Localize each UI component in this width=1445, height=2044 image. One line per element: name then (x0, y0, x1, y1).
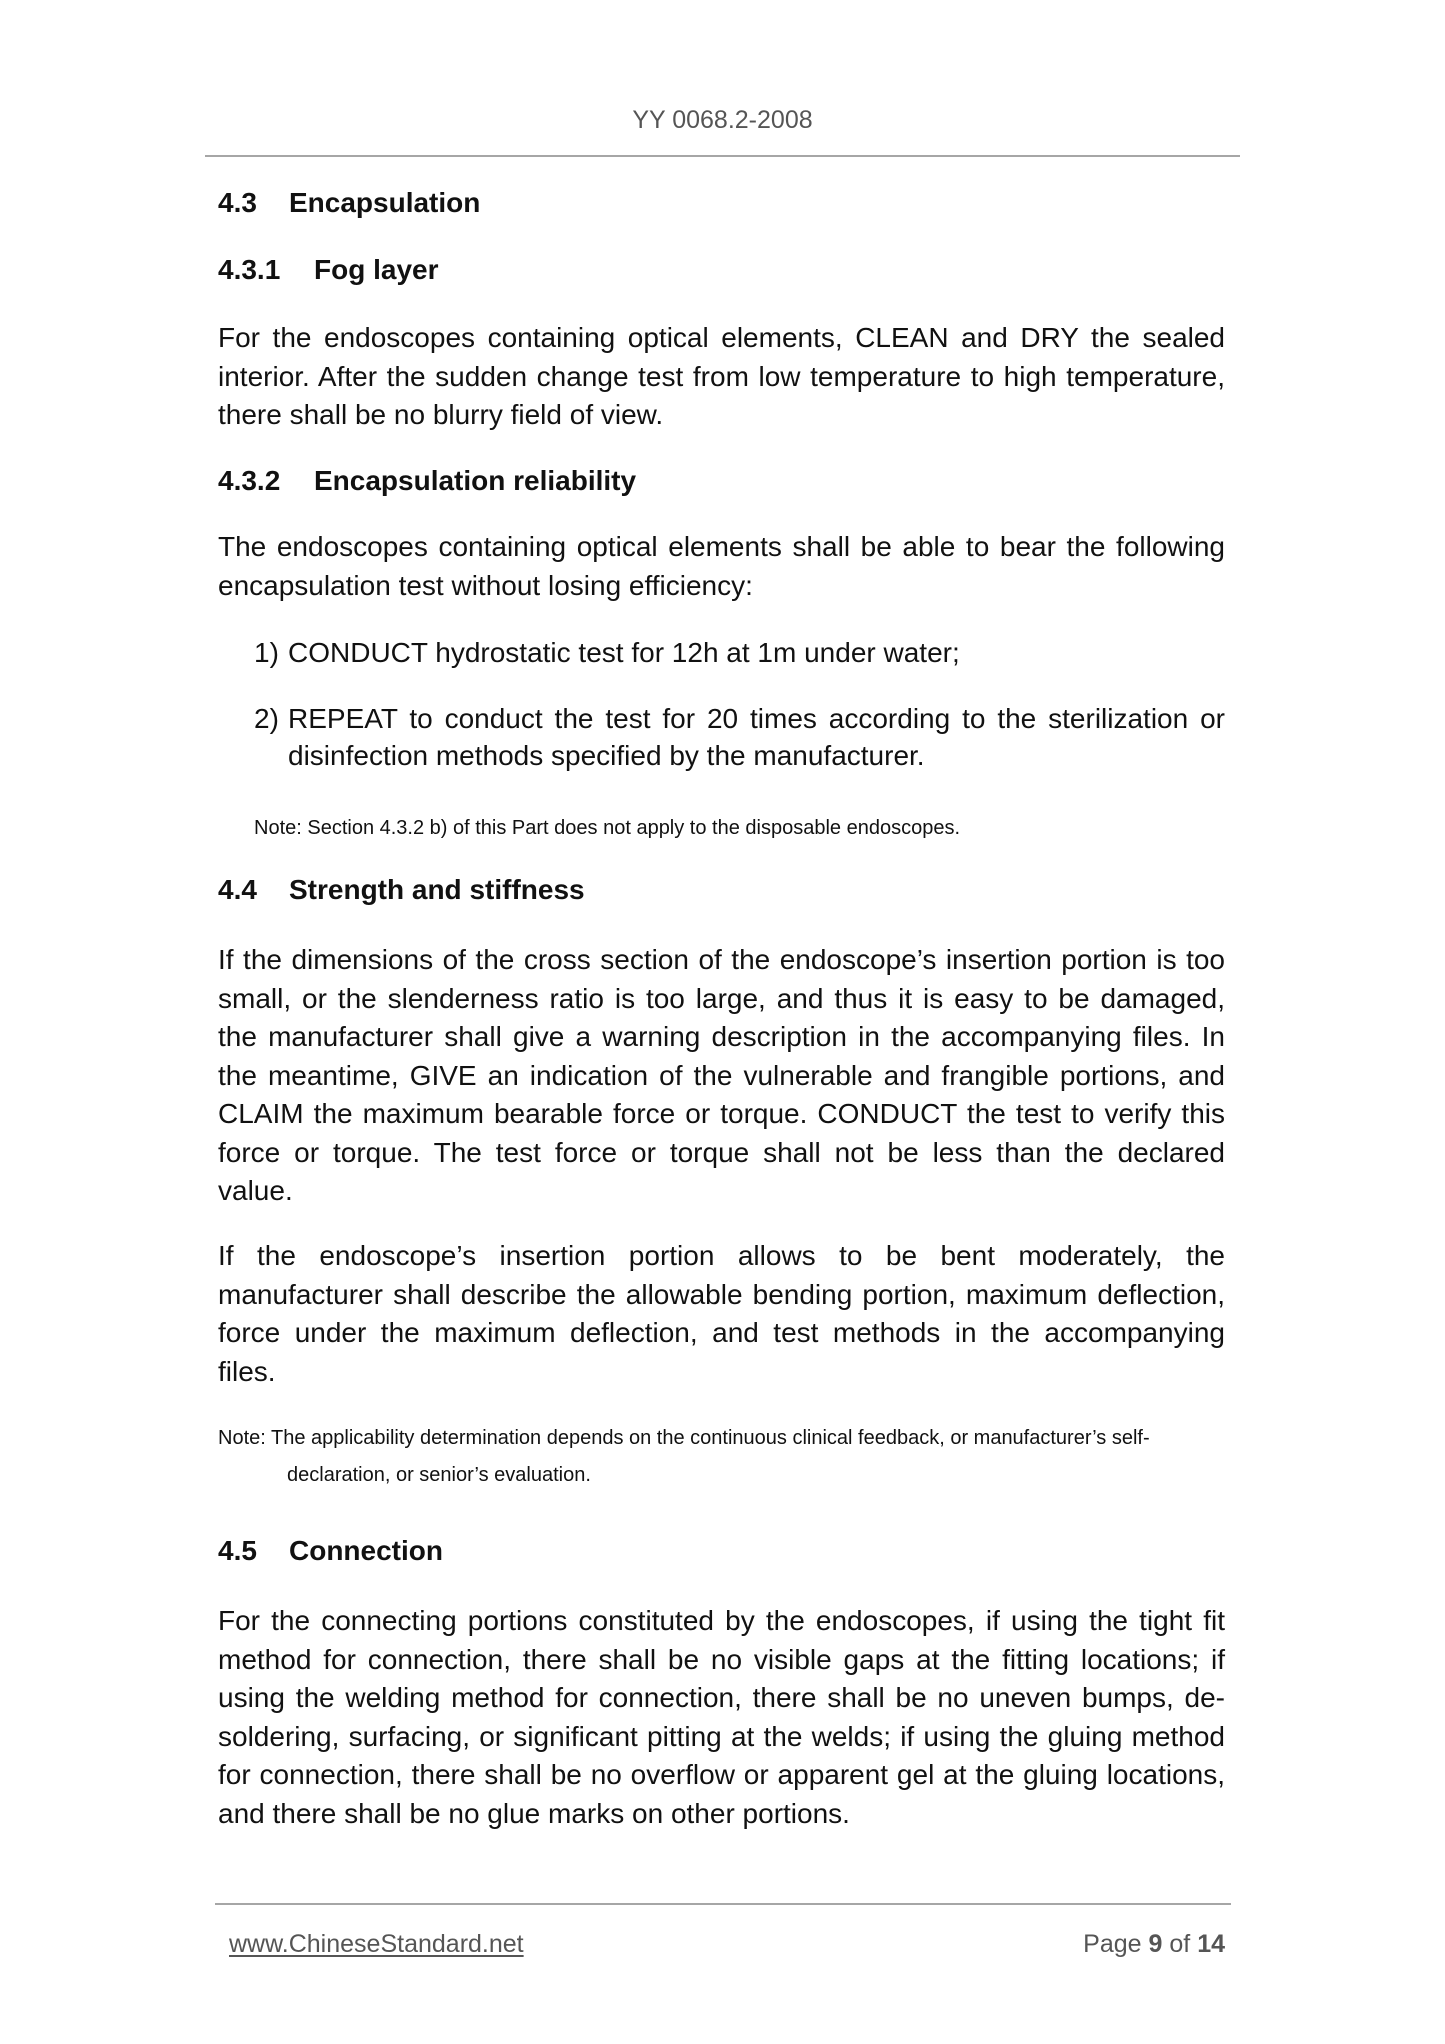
section-heading-4-4 (218, 871, 1225, 910)
text-line: the manufacturer shall give a warning description in the accompanying files. In (218, 1021, 1225, 1052)
text-line: CLAIM the maximum bearable force or torque. CONDUCT the test to verify this (218, 1098, 1225, 1129)
page-current: 9 (1148, 1930, 1163, 1958)
note-section-4-3-2: Note: Section 4.3.2 b) of this Part does not apply to the disposable endoscopes. (254, 817, 961, 839)
list-item-line: REPEAT to conduct the test for 20 times according to the sterilization or (288, 703, 1225, 734)
section-heading-4-3-2 (218, 462, 1225, 501)
text-line: For the endoscopes containing optical elements, CLEAN and DRY the sealed (218, 322, 1225, 353)
list-marker: 1) (254, 637, 279, 668)
paragraph-encapsulation-reliability (218, 528, 1225, 605)
text-line: value. (218, 1175, 293, 1206)
list-item-line: disinfection methods specified by the manufacturer. (288, 740, 925, 771)
list-marker: 2) (254, 703, 279, 734)
text-line: there shall be no blurry field of view. (218, 399, 664, 430)
website-link[interactable]: www.ChineseStandard.net (229, 1930, 524, 1958)
section-heading-4-5 (218, 1532, 1225, 1571)
page-indicator (1083, 1930, 1225, 1958)
paragraph-connection (218, 1602, 1225, 1833)
page-prefix: Page (1083, 1930, 1142, 1958)
footer-divider (215, 1903, 1231, 1905)
page-of: of (1169, 1930, 1191, 1958)
list-item-text (254, 700, 1225, 737)
paragraph-strength-1 (218, 941, 1225, 1211)
section-heading-4-3-1 (218, 251, 1225, 290)
paragraph-fog-layer (218, 319, 1225, 435)
header-divider (205, 155, 1240, 157)
note-section-4-4 (218, 1420, 1225, 1494)
list-item-2 (254, 700, 1225, 774)
section-heading-4-3 (218, 184, 1225, 223)
text-line: manufacturer shall describe the allowable bending portion, maximum deflection, (218, 1278, 1225, 1310)
document-code-header: YY 0068.2-2008 (632, 106, 813, 134)
section-number: 4.5 (218, 1535, 257, 1566)
list-item-line: CONDUCT hydrostatic test for 12h at 1m under water; (288, 637, 960, 668)
section-number: 4.3.2 (218, 465, 281, 496)
section-number: 4.4 (218, 874, 257, 905)
list-item-1 (254, 634, 1225, 671)
text-line: force under the maximum deflection, and test methods in the accompanying (218, 1317, 1225, 1348)
paragraph-strength-2 (218, 1237, 1225, 1391)
page-total: 14 (1197, 1930, 1225, 1958)
text-line: and there shall be no glue marks on other portions. (218, 1797, 850, 1829)
text-line: If the endoscope’s insertion portion allows to be bent moderately, the (218, 1240, 1225, 1271)
section-title: Encapsulation (289, 187, 481, 218)
text-line: files. (218, 1355, 276, 1387)
text-line: For the connecting portions constituted by the endoscopes, if using the tight fit (218, 1605, 1225, 1636)
text-line: The endoscopes containing optical elements shall be able to bear the following (218, 531, 1225, 562)
list-item-text (254, 634, 1225, 671)
text-line: for connection, there shall be no overflow or apparent gel at the gluing locations, (218, 1759, 1225, 1790)
section-title: Fog layer (314, 254, 439, 285)
text-line: the meantime, GIVE an indication of the vulnerable and frangible portions, and (218, 1059, 1225, 1091)
text-line: small, or the slenderness ratio is too large, and thus it is easy to be damaged, (218, 982, 1225, 1014)
section-number: 4.3 (218, 187, 257, 218)
text-line: soldering, surfacing, or significant pitting at the welds; if using the gluing method (218, 1720, 1225, 1752)
section-title: Connection (289, 1535, 443, 1566)
text-line: force or torque. The test force or torque shall not be less than the declared (218, 1136, 1225, 1168)
text-line: method for connection, there shall be no visible gaps at the fitting locations; if (218, 1643, 1225, 1675)
section-title: Strength and stiffness (289, 874, 585, 905)
text-line: using the welding method for connection, there shall be no uneven bumps, de- (218, 1682, 1225, 1713)
text-line: interior. After the sudden change test from low temperature to high temperature, (218, 360, 1225, 392)
section-number: 4.3.1 (218, 254, 281, 285)
note-line: Note: The applicability determination depends on the continuous clinical feedback, or manufacturer’s self- (218, 1427, 1150, 1449)
section-title: Encapsulation reliability (314, 465, 637, 496)
text-line: If the dimensions of the cross section of the endoscope’s insertion portion is too (218, 944, 1225, 975)
note-line: declaration, or senior’s evaluation. (287, 1464, 591, 1486)
text-line: encapsulation test without losing efficiency: (218, 569, 753, 601)
